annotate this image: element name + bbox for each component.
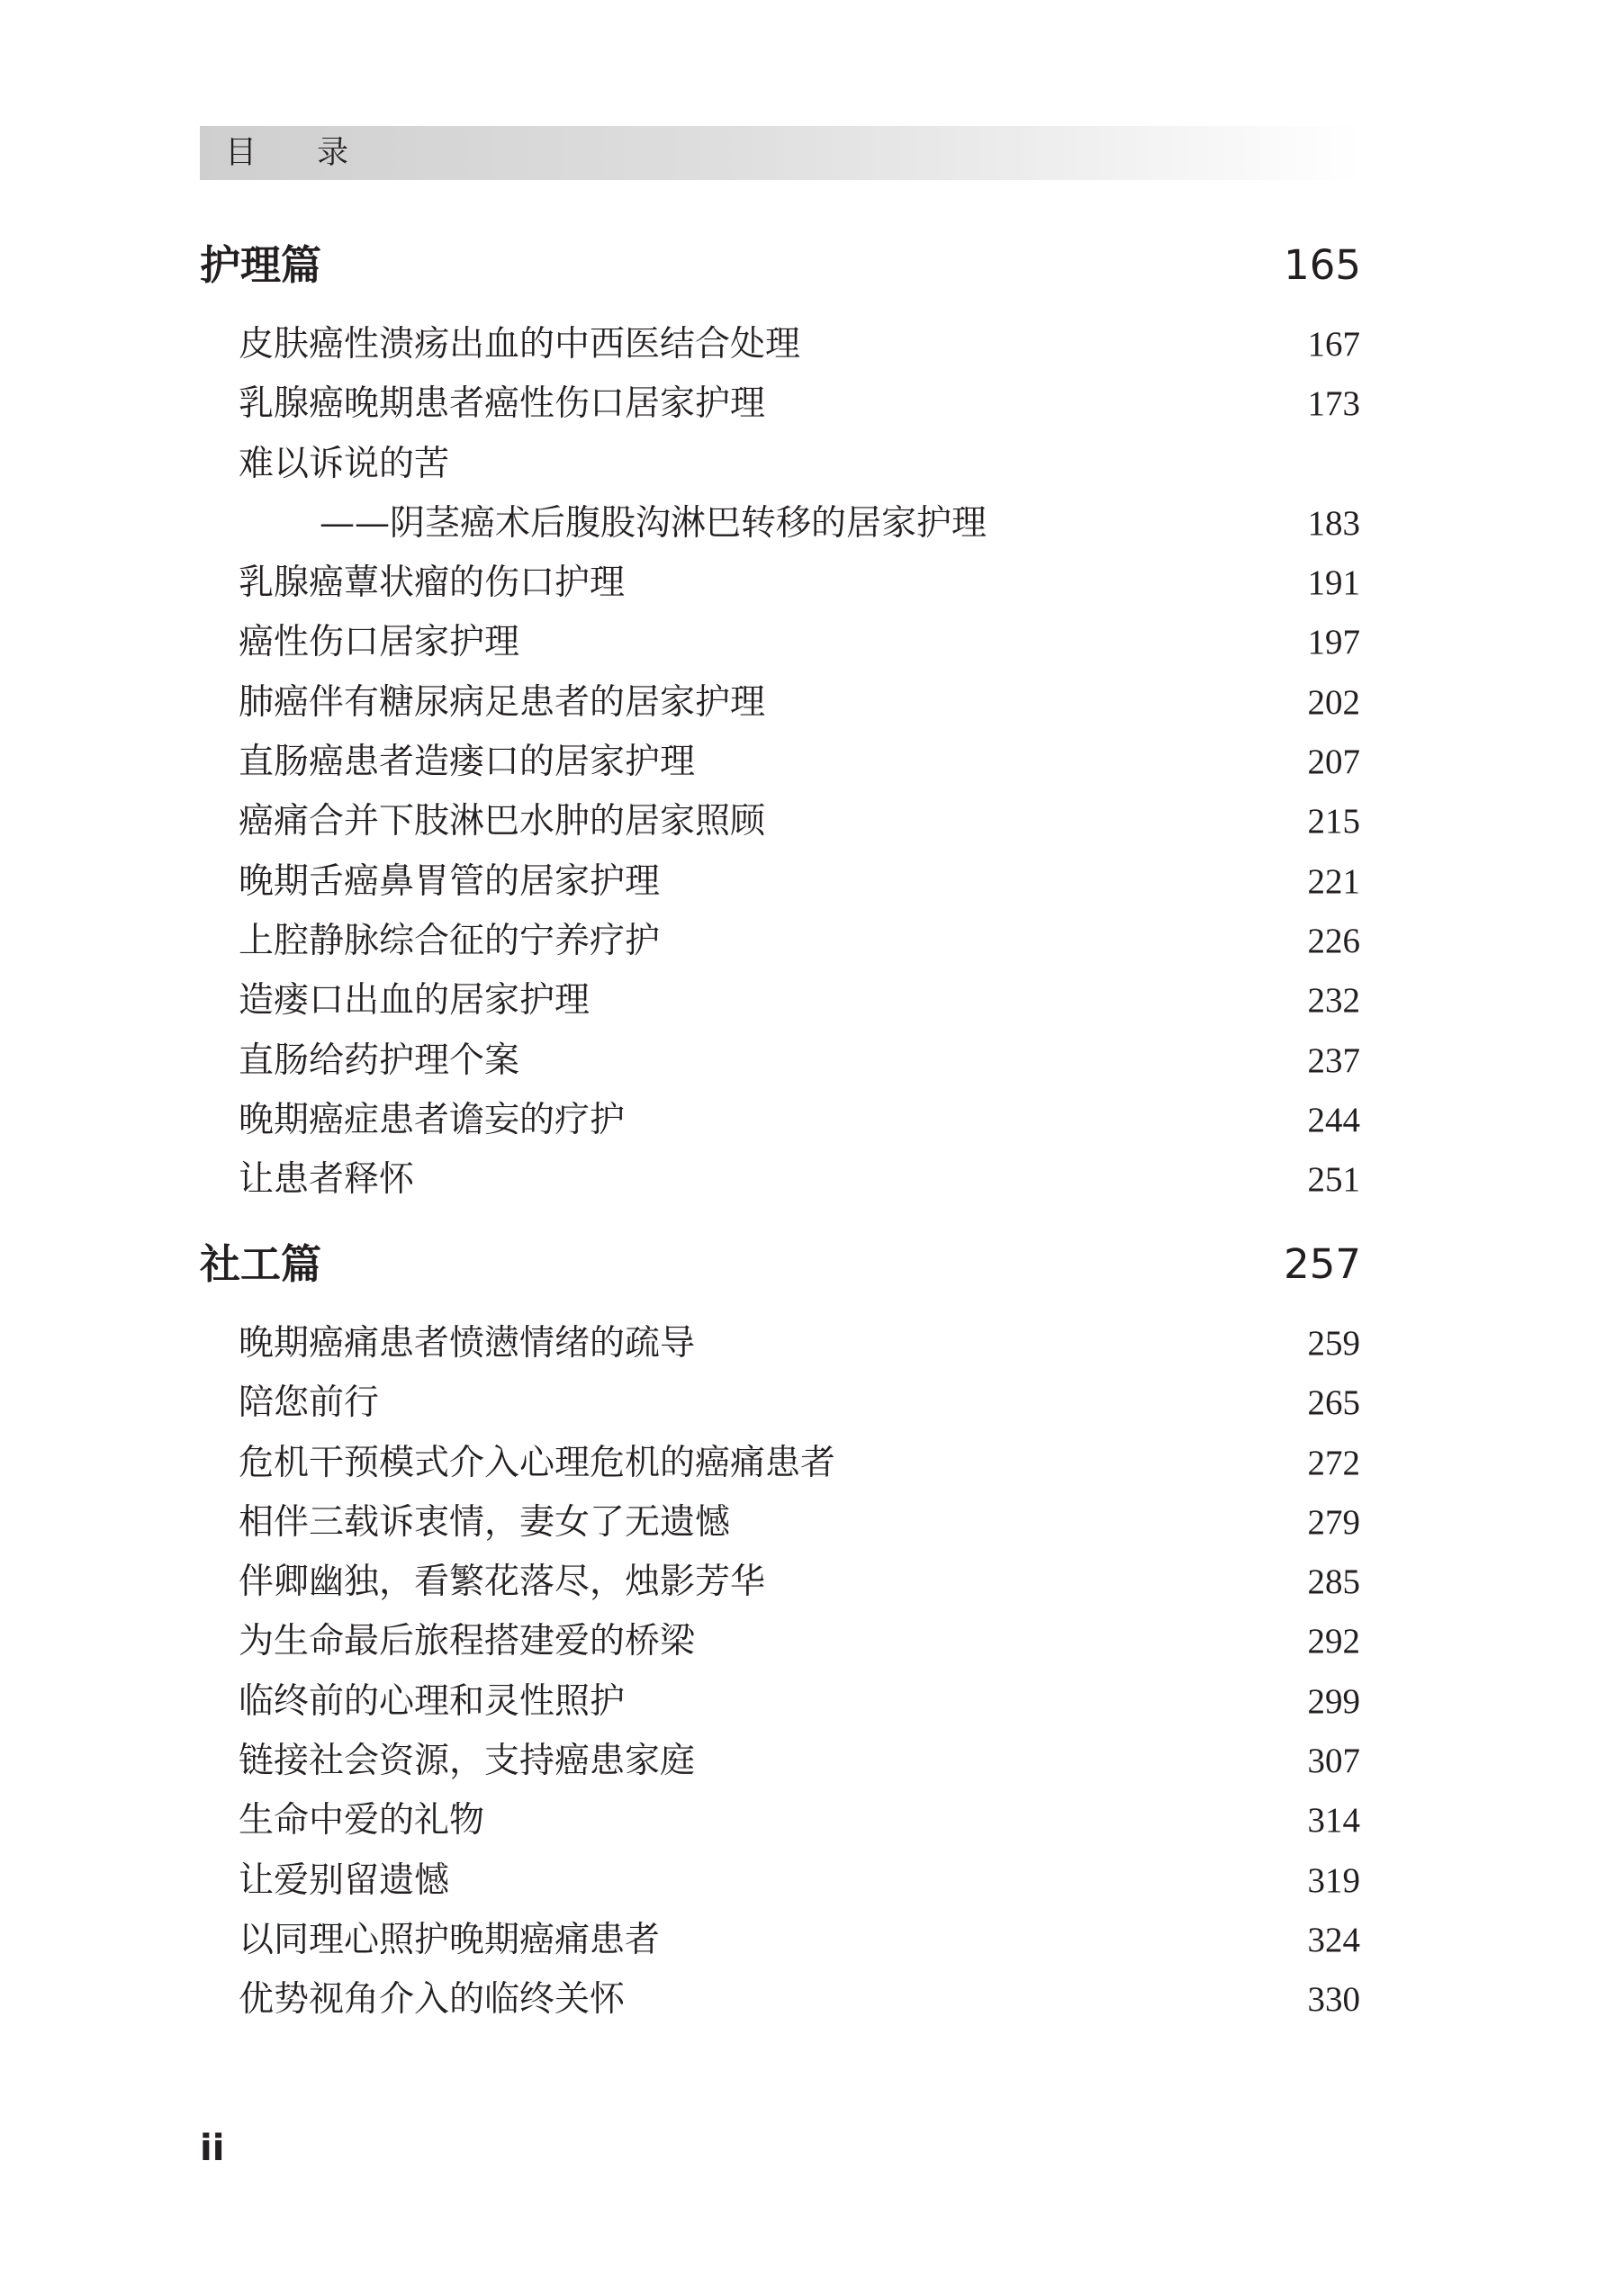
toc-entry-title: 优势视角介入的临终关怀 <box>239 1979 626 2021</box>
header-band <box>200 126 1361 180</box>
toc-entry[interactable] <box>0 673 1605 733</box>
toc-entry-page-number: 259 <box>1307 1324 1360 1363</box>
section-title: 护理篇 <box>200 241 322 289</box>
toc-entry-title: 陪您前行 <box>239 1382 380 1424</box>
toc-entry-page-number: 314 <box>1307 1801 1360 1841</box>
toc-entry-title: 造瘘口出血的居家护理 <box>239 980 591 1022</box>
toc-entry-page-number: 207 <box>1307 743 1360 782</box>
toc-entry[interactable] <box>0 733 1605 792</box>
toc-entry[interactable] <box>0 1672 1605 1732</box>
toc-entry[interactable] <box>0 435 1605 494</box>
toc-entry-page-number: 215 <box>1307 802 1360 842</box>
toc-entry[interactable] <box>0 1732 1605 1791</box>
toc-entry[interactable] <box>0 792 1605 851</box>
toc-entry-title: 为生命最后旅程搭建爱的桥梁 <box>239 1621 696 1662</box>
toc-entry[interactable] <box>0 554 1605 613</box>
toc-entry-title: 相伴三载诉衷情，妻女了无遗憾 <box>239 1501 731 1543</box>
toc-entry-page-number: 197 <box>1307 623 1360 662</box>
toc-entry-page-number: 265 <box>1307 1383 1360 1423</box>
section-page-number: 257 <box>1284 1240 1361 1288</box>
toc-entry[interactable] <box>0 1493 1605 1553</box>
toc-entry[interactable] <box>0 374 1605 434</box>
toc-entry-title: 皮肤癌性溃疡出血的中西医结合处理 <box>239 324 801 365</box>
toc-entry-page-number: 202 <box>1307 682 1360 722</box>
toc-entry[interactable] <box>0 1553 1605 1612</box>
running-header: 目 录 <box>225 135 374 171</box>
toc-entry-page-number: 292 <box>1307 1622 1360 1661</box>
toc-entry-page-number: 279 <box>1307 1502 1360 1542</box>
toc-entry-title: 直肠给药护理个案 <box>239 1040 520 1081</box>
toc-entry[interactable] <box>0 1911 1605 1970</box>
toc-entry-page-number: 191 <box>1307 563 1360 603</box>
section-title: 社工篇 <box>200 1240 322 1288</box>
toc-entry-title: 乳腺癌晚期患者癌性伤口居家护理 <box>239 383 766 425</box>
toc-entry-title: 危机干预模式介入心理危机的癌痛患者 <box>239 1442 836 1483</box>
page-folio: ii <box>200 2128 225 2169</box>
toc-entry-title: 晚期癌症患者谵妄的疗护 <box>239 1099 626 1140</box>
toc-entry-title: 晚期舌癌鼻胃管的居家护理 <box>239 860 661 902</box>
toc-entry-title: 临终前的心理和灵性照护 <box>239 1680 626 1722</box>
section-heading-social-work <box>200 1238 1361 1292</box>
section-page-number: 165 <box>1284 241 1361 289</box>
toc-entry-page-number: 232 <box>1307 981 1360 1021</box>
toc-entry[interactable] <box>0 1373 1605 1433</box>
toc-entry-page-number: 285 <box>1307 1562 1360 1602</box>
toc-entry-page-number: 299 <box>1307 1681 1360 1721</box>
toc-entry-page-number: 173 <box>1307 384 1360 424</box>
toc-entry-title: 伴卿幽独，看繁花落尽，烛影芳华 <box>239 1562 766 1603</box>
toc-entry-title: 以同理心照护晚期癌痛患者 <box>239 1919 661 1960</box>
toc-entry-page-number: 167 <box>1307 325 1360 364</box>
toc-entry-page-number: 244 <box>1307 1100 1360 1139</box>
toc-entry-title: 让患者释怀 <box>239 1159 415 1201</box>
toc-entry-page-number: 251 <box>1307 1160 1360 1200</box>
toc-entry-title: 乳腺癌蕈状瘤的伤口护理 <box>239 563 626 604</box>
toc-entry-page-number: 183 <box>1307 503 1360 543</box>
toc-entry[interactable] <box>0 1434 1605 1493</box>
toc-list-social-work <box>0 1314 1605 2030</box>
toc-entry-page-number: 226 <box>1307 921 1360 960</box>
toc-entry-title: 链接社会资源，支持癌患家庭 <box>239 1741 696 1782</box>
toc-entry[interactable] <box>0 1970 1605 2030</box>
toc-entry-page-number: 330 <box>1307 1980 1360 2020</box>
toc-entry-title: 生命中爱的礼物 <box>239 1800 485 1841</box>
toc-entry[interactable] <box>0 494 1605 554</box>
toc-entry-title: 直肠癌患者造瘘口的居家护理 <box>239 742 696 783</box>
toc-entry[interactable] <box>0 971 1605 1031</box>
toc-entry[interactable] <box>0 1851 1605 1911</box>
section-heading-nursing <box>200 239 1361 293</box>
toc-entry[interactable] <box>0 1031 1605 1091</box>
toc-entry[interactable] <box>0 912 1605 971</box>
toc-entry-title: 难以诉说的苦 <box>239 443 450 484</box>
toc-entry[interactable] <box>0 1314 1605 1373</box>
toc-entry-title: 癌性伤口居家护理 <box>239 622 520 663</box>
toc-entry[interactable] <box>0 1612 1605 1671</box>
toc-entry-page-number: 324 <box>1307 1920 1360 1959</box>
toc-entry-title: 癌痛合并下肢淋巴水肿的居家照顾 <box>239 801 766 842</box>
toc-entry[interactable] <box>0 1150 1605 1210</box>
toc-entry[interactable] <box>0 613 1605 672</box>
toc-entry[interactable] <box>0 315 1605 374</box>
toc-entry-page-number: 319 <box>1307 1860 1360 1900</box>
toc-entry[interactable] <box>0 1791 1605 1850</box>
toc-entry-title: 肺癌伴有糖尿病足患者的居家护理 <box>239 681 766 723</box>
toc-entry-page-number: 237 <box>1307 1040 1360 1080</box>
toc-entry-page-number: 307 <box>1307 1742 1360 1781</box>
toc-entry-title: 晚期癌痛患者愤懑情绪的疏导 <box>239 1323 696 1364</box>
toc-entry-page-number: 221 <box>1307 861 1360 901</box>
toc-list-nursing <box>0 315 1605 1210</box>
toc-entry-subtitle: ——阴茎癌术后腹股沟淋巴转移的居家护理 <box>320 502 987 544</box>
toc-entry-title: 让爱别留遗憾 <box>239 1859 450 1901</box>
toc-entry[interactable] <box>0 852 1605 912</box>
toc-entry-page-number: 272 <box>1307 1443 1360 1482</box>
toc-entry[interactable] <box>0 1091 1605 1150</box>
toc-entry-title: 上腔静脉综合征的宁养疗护 <box>239 920 661 961</box>
